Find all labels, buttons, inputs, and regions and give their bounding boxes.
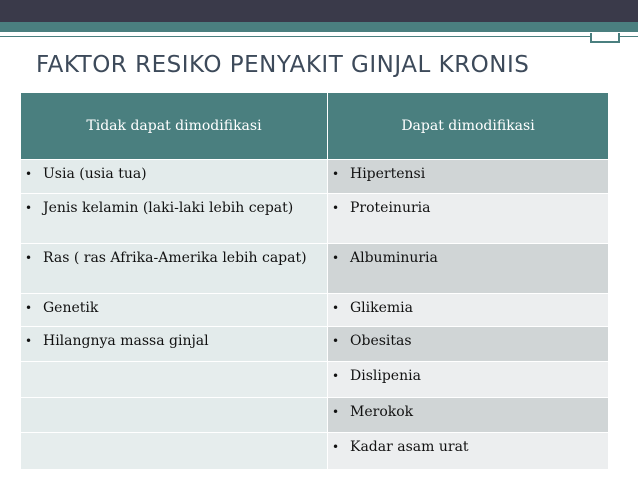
table-row: [21, 160, 609, 194]
table-row: [21, 194, 609, 244]
bullet-icon: •: [25, 167, 33, 181]
table-row: [21, 244, 609, 294]
bullet-icon: •: [332, 440, 340, 454]
modifiable-cell: [328, 244, 609, 294]
modifiable-cell: [328, 433, 609, 470]
bullet-icon: •: [25, 201, 33, 215]
non-modifiable-factor-text: Jenis kelamin (laki-laki lebih cepat): [43, 200, 294, 216]
top-divider-line: [0, 36, 638, 37]
header-modifiable: Dapat dimodifikasi: [328, 93, 609, 160]
header-non-modifiable: Tidak dapat dimodifikasi: [21, 93, 328, 160]
bullet-icon: •: [332, 251, 340, 265]
bullet-icon: •: [332, 301, 340, 315]
non-modifiable-cell: [21, 294, 328, 327]
non-modifiable-cell: [21, 433, 328, 470]
table-row: [21, 433, 609, 470]
modifiable-factor-text: Obesitas: [350, 333, 412, 349]
bullet-icon: •: [25, 334, 33, 348]
bullet-icon: •: [332, 334, 340, 348]
slide-title: FAKTOR RESIKO PENYAKIT GINJAL KRONIS: [36, 52, 530, 78]
modifiable-factor-text: Merokok: [350, 404, 414, 420]
bullet-icon: •: [332, 167, 340, 181]
non-modifiable-cell: [21, 194, 328, 244]
table-row: [21, 398, 609, 433]
table-body: [21, 160, 609, 470]
corner-tab-accent: [590, 33, 620, 43]
non-modifiable-factor-text: Hilangnya massa ginjal: [43, 333, 209, 349]
bullet-icon: •: [332, 369, 340, 383]
table-row: [21, 327, 609, 362]
non-modifiable-factor-text: Usia (usia tua): [43, 166, 147, 182]
table-row: [21, 294, 609, 327]
modifiable-cell: [328, 194, 609, 244]
modifiable-factor-text: Kadar asam urat: [350, 439, 469, 455]
modifiable-cell: [328, 160, 609, 194]
modifiable-cell: [328, 327, 609, 362]
non-modifiable-factor-text: Ras ( ras Afrika-Amerika lebih capat): [43, 250, 307, 266]
non-modifiable-cell: [21, 398, 328, 433]
modifiable-factor-text: Hipertensi: [350, 166, 426, 182]
top-teal-bar: [0, 22, 638, 32]
bullet-icon: •: [332, 405, 340, 419]
modifiable-cell: [328, 362, 609, 398]
bullet-icon: •: [25, 301, 33, 315]
modifiable-cell: [328, 398, 609, 433]
modifiable-factor-text: Dislipenia: [350, 368, 421, 384]
non-modifiable-factor-text: Genetik: [43, 300, 99, 316]
modifiable-factor-text: Proteinuria: [350, 200, 431, 216]
non-modifiable-cell: [21, 362, 328, 398]
table-row: [21, 362, 609, 398]
modifiable-cell: [328, 294, 609, 327]
bullet-icon: •: [332, 201, 340, 215]
modifiable-factor-text: Glikemia: [350, 300, 414, 316]
non-modifiable-cell: [21, 244, 328, 294]
modifiable-factor-text: Albuminuria: [350, 250, 438, 266]
table-header-row: [21, 93, 609, 160]
risk-factor-table: [20, 92, 609, 470]
non-modifiable-cell: [21, 160, 328, 194]
non-modifiable-cell: [21, 327, 328, 362]
bullet-icon: •: [25, 251, 33, 265]
top-dark-bar: [0, 0, 638, 22]
